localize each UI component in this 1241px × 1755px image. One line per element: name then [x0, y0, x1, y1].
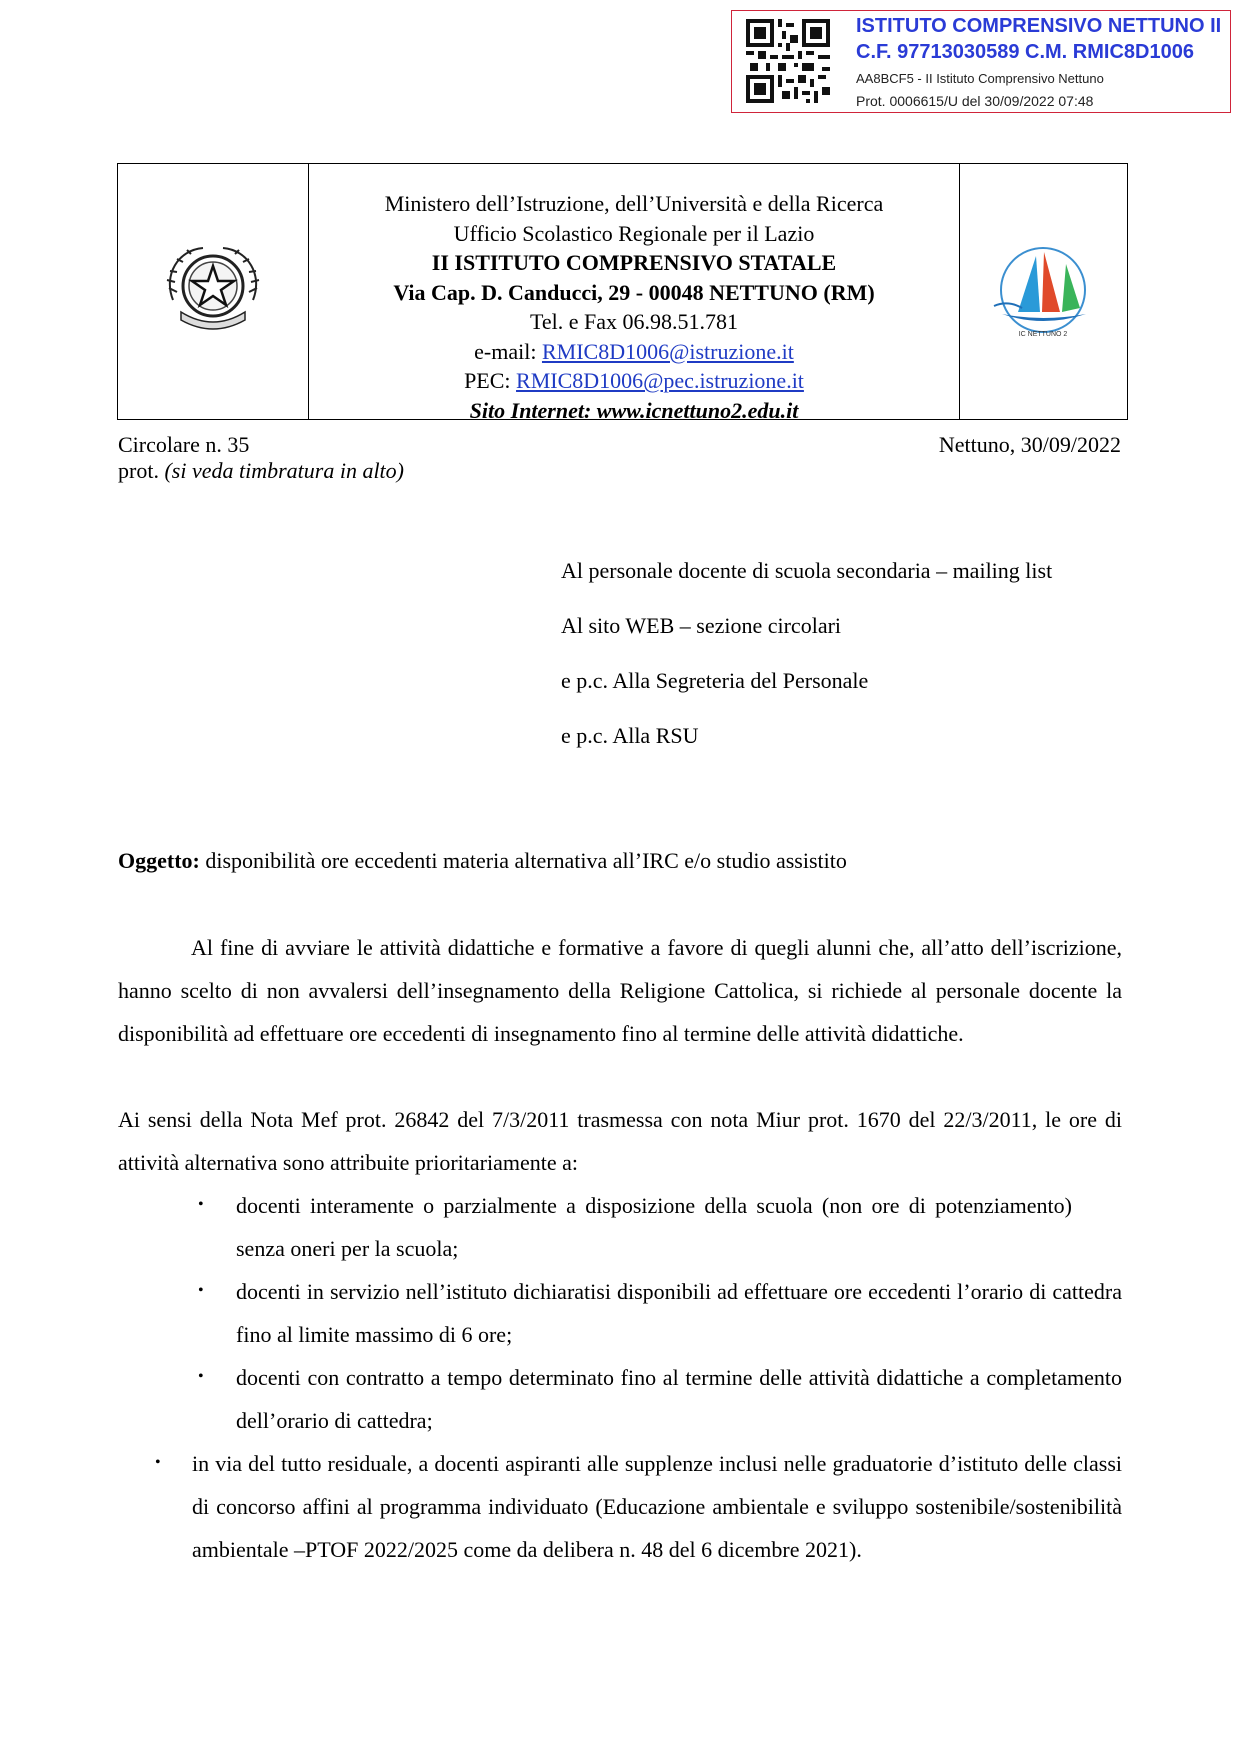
body-paragraph-2: Ai sensi della Nota Mef prot. 26842 del 7/3/2011 trasmessa con nota Miur prot. 1670 del 22/3/2011, le ore di attività alternativa sono attribuite prioritariamente a: — [118, 1107, 1122, 1175]
subject-text: disponibilità ore eccedenti materia alternativa all’IRC e/o studio assistito — [199, 848, 847, 873]
subject-label: Oggetto: — [118, 848, 200, 873]
pec-link[interactable]: RMIC8D1006@pec.istruzione.it — [516, 368, 804, 393]
stamp-school-name: ISTITUTO COMPRENSIVO NETTUNO II — [856, 15, 1222, 37]
pec-line: PEC: RMIC8D1006@pec.istruzione.it — [464, 368, 804, 393]
italian-republic-emblem-icon — [163, 240, 263, 334]
ministry-name: Ministero dell’Istruzione, dell’Università e della Ricerca — [384, 191, 884, 216]
table-divider — [959, 164, 960, 419]
letterhead-text — [309, 189, 959, 425]
bullet-item: in via del tutto residuale, a docenti aspiranti alle supplenze inclusi nelle graduatorie d’istituto delle classi di concorso affini al programma individuato (Educazione ambientale e sviluppo sostenibile/sostenibilità ambientale –PTOF 2022/2025 come da delibera n. 48 del 6 dicembre 2021). — [192, 1451, 1122, 1562]
stamp-aoo: AA8BCF5 - II Istituto Comprensivo Nettuno — [856, 71, 1104, 86]
bullet-icon: • — [198, 1196, 204, 1213]
recipient-line: e p.c. Alla RSU — [561, 723, 699, 748]
recipient-line: Al sito WEB – sezione circolari — [561, 613, 842, 638]
circular-number: Circolare n. 35 — [118, 432, 250, 457]
bullet-item: docenti interamente o parzialmente a disposizione della scuola (non ore di potenziamento) senza oneri per la scuola; — [236, 1193, 1072, 1261]
recipient-line: e p.c. Alla Segreteria del Personale — [561, 668, 869, 693]
bullet-icon: • — [198, 1368, 204, 1385]
email-line: e-mail: RMIC8D1006@istruzione.it — [474, 338, 794, 364]
recipient-line: Al personale docente di scuola secondaria – mailing list — [561, 558, 1053, 583]
stamp-codes: C.F. 97713030589 C.M. RMIC8D1006 — [856, 41, 1194, 63]
protocol-line: prot. (si veda timbratura in alto) — [118, 458, 404, 483]
letterhead-table — [117, 163, 1128, 423]
school-phone: Tel. e Fax 06.98.51.781 — [529, 309, 739, 334]
qr-code-icon — [746, 19, 830, 103]
stamp-protocol: Prot. 0006615/U del 30/09/2022 07:48 — [856, 93, 1094, 109]
email-link[interactable]: RMIC8D1006@istruzione.it — [541, 338, 794, 364]
regional-office: Ufficio Scolastico Regionale per il Lazio — [453, 220, 815, 246]
school-name: II ISTITUTO COMPRENSIVO STATALE — [431, 250, 837, 275]
bullet-item: docenti con contratto a tempo determinato fino al termine delle attività didattiche a completamento dell’orario di cattedra; — [236, 1365, 1122, 1433]
school-sailboat-logo-icon — [988, 242, 1098, 342]
subject-line — [118, 848, 847, 874]
bullet-icon: • — [198, 1282, 204, 1299]
bullet-icon: • — [155, 1454, 161, 1471]
place-date: Nettuno, 30/09/2022 — [938, 432, 1121, 457]
body-paragraph-1: Al fine di avviare le attività didattiche e formative a favore di quegli alunni che, all’atto dell’iscrizione, hanno scelto di non avvalersi dell’insegnamento della Religione Cattolica, si richiede al personale docente la disponibilità ad effettuare ore eccedenti di insegnamento fino al termine delle attività didattiche. — [118, 935, 1122, 1046]
website-line: Sito Internet: www.icnettuno2.edu.it — [469, 397, 799, 423]
logo-text: IC NETTUNO 2 — [1018, 331, 1068, 338]
protocol-stamp — [731, 10, 1231, 113]
protocol-note: (si veda timbratura in alto) — [164, 458, 404, 483]
bullet-item: docenti in servizio nell’istituto dichiaratisi disponibili ad effettuare ore eccedenti l’orario di cattedra fino al limite massimo di 6 ore; — [236, 1279, 1122, 1347]
school-address: Via Cap. D. Canducci, 29 - 00048 NETTUNO (RM) — [393, 279, 875, 305]
